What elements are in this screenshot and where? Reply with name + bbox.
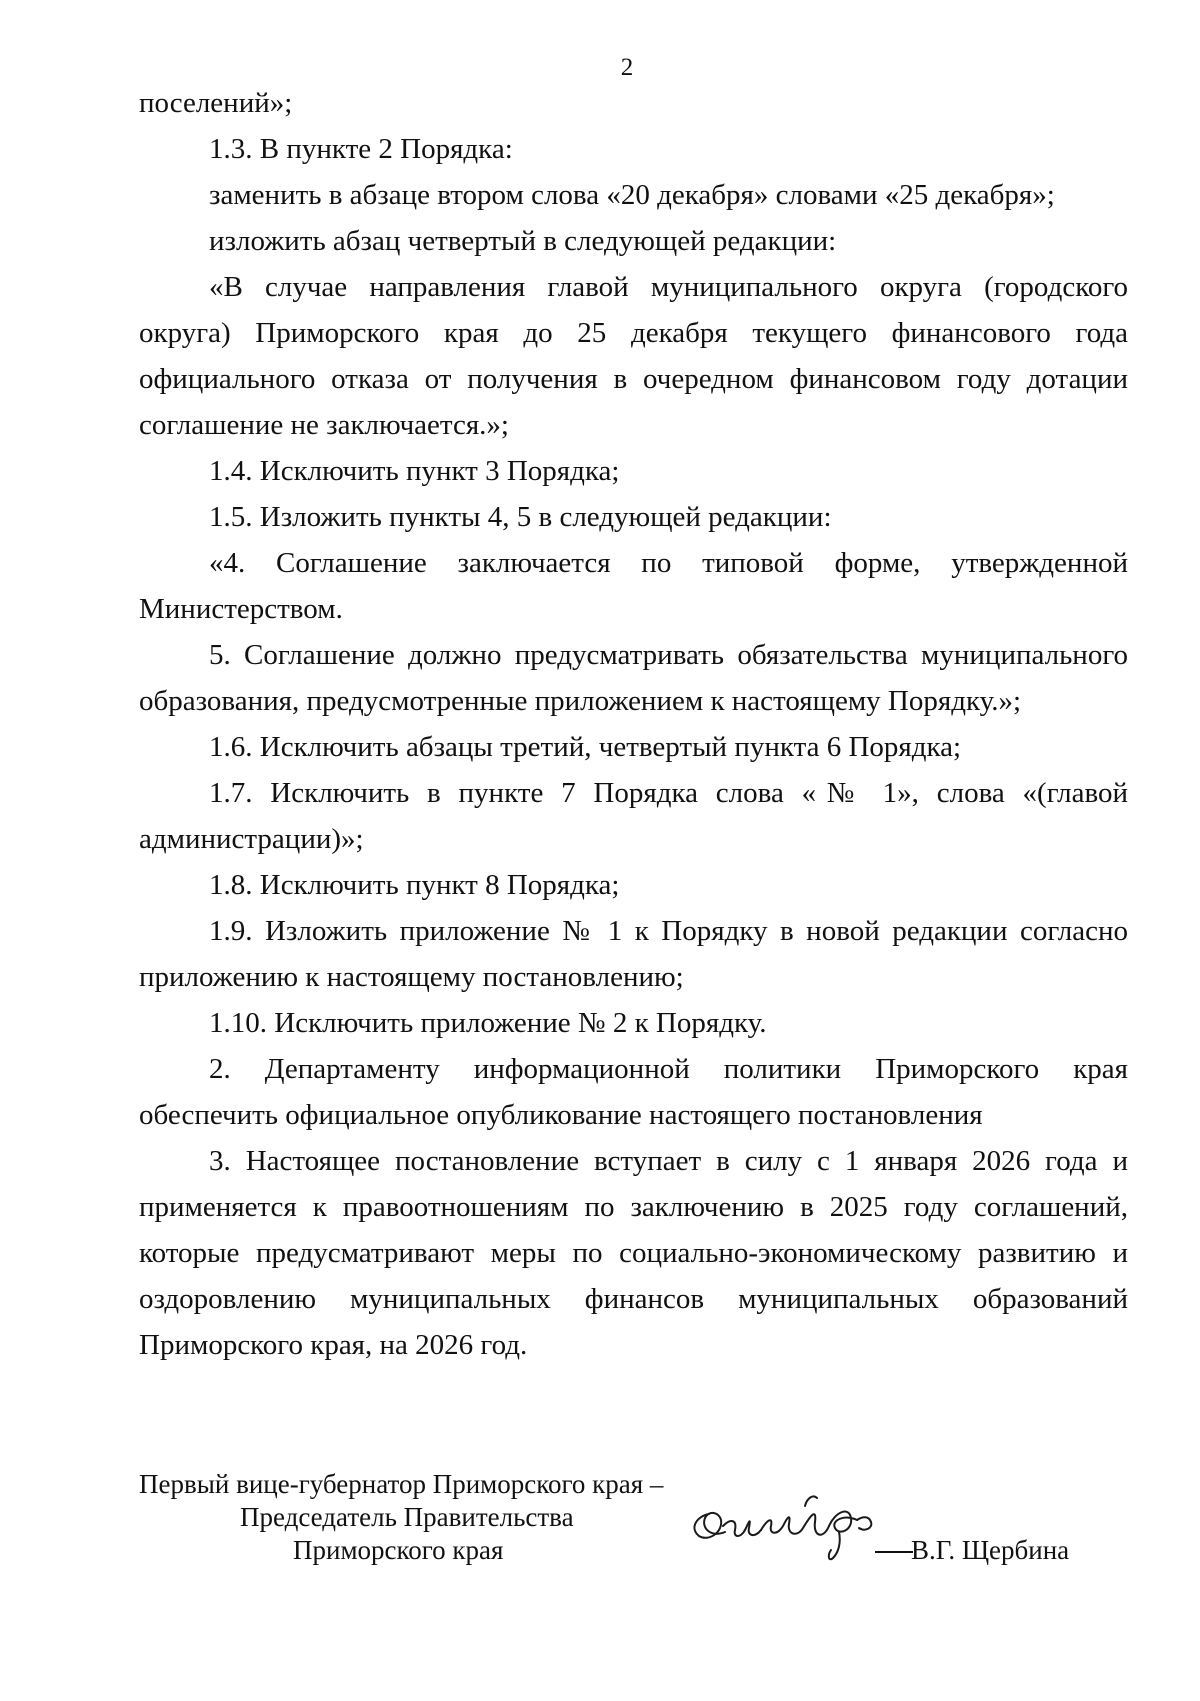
paragraph-replace-dates: заменить в абзаце втором слова «20 декабря» словами «25 декабря»; bbox=[209, 179, 1055, 211]
signatory-title-line-3: Приморского края bbox=[293, 1535, 504, 1565]
paragraph-item-1-7: 1.7. Исключить в пункте 7 Порядка слова «№ 1», слова «(главой администрации)»; bbox=[139, 777, 1128, 855]
paragraph-item-2: 2. Департаменту информационной политики Приморского края обеспечить официальное опубликование настоящего постановления bbox=[139, 1053, 1128, 1131]
paragraph-item-1-8: 1.8. Исключить пункт 8 Порядка; bbox=[209, 869, 620, 901]
signatory-name-text: В.Г. Щербина bbox=[911, 1535, 1070, 1565]
paragraph-item-1-10: 1.10. Исключить приложение № 2 к Порядку. bbox=[209, 1007, 767, 1039]
signatory-title-line-2: Председатель Правительства bbox=[240, 1502, 574, 1532]
paragraph-item-1-3: 1.3. В пункте 2 Порядка: bbox=[209, 133, 513, 165]
paragraph-quoted-item-4: «4. Соглашение заключается по типовой форме, утвержденной Министерством. bbox=[139, 547, 1128, 625]
paragraph-quoted-item-5: 5. Соглашение должно предусматривать обязательства муниципального образования, предусмотренные приложением к настоящему Порядку.»; bbox=[139, 639, 1128, 717]
document-body bbox=[139, 80, 1128, 1368]
page-number: 2 bbox=[620, 54, 634, 81]
signatory-title-line-1: Первый вице-губернатор Приморского края – bbox=[139, 1469, 664, 1499]
paragraph-item-1-5: 1.5. Изложить пункты 4, 5 в следующей редакции: bbox=[209, 501, 832, 533]
paragraph-continuation: поселений»; bbox=[139, 87, 293, 119]
paragraph-item-1-4: 1.4. Исключить пункт 3 Порядка; bbox=[209, 455, 620, 487]
signature-dash bbox=[873, 1536, 913, 1566]
paragraph-item-3: 3. Настоящее постановление вступает в силу с 1 января 2026 года и применяется к правоотношениям по заключению в 2025 году соглашений, которые предусматривают меры по социально-экономическому развитию и оздоровлению муниципальных финансов муниципальных образований Приморского края, на 2026 год. bbox=[139, 1145, 1128, 1361]
paragraph-restate-fourth: изложить абзац четвертый в следующей редакции: bbox=[209, 225, 837, 257]
paragraph-item-1-9: 1.9. Изложить приложение № 1 к Порядку в новой редакции согласно приложению к настоящему постановлению; bbox=[139, 915, 1128, 993]
signatory-name bbox=[911, 1534, 1069, 1567]
paragraph-quoted-refusal: «В случае направления главой муниципального округа (городского округа) Приморского края до 25 декабря текущего финансового года официального отказа от получения в очередном финансовом году дотации соглашение не заключается.»; bbox=[139, 271, 1128, 441]
signature-block bbox=[139, 1468, 1139, 1588]
paragraph-item-1-6: 1.6. Исключить абзацы третий, четвертый пункта 6 Порядка; bbox=[209, 731, 962, 763]
